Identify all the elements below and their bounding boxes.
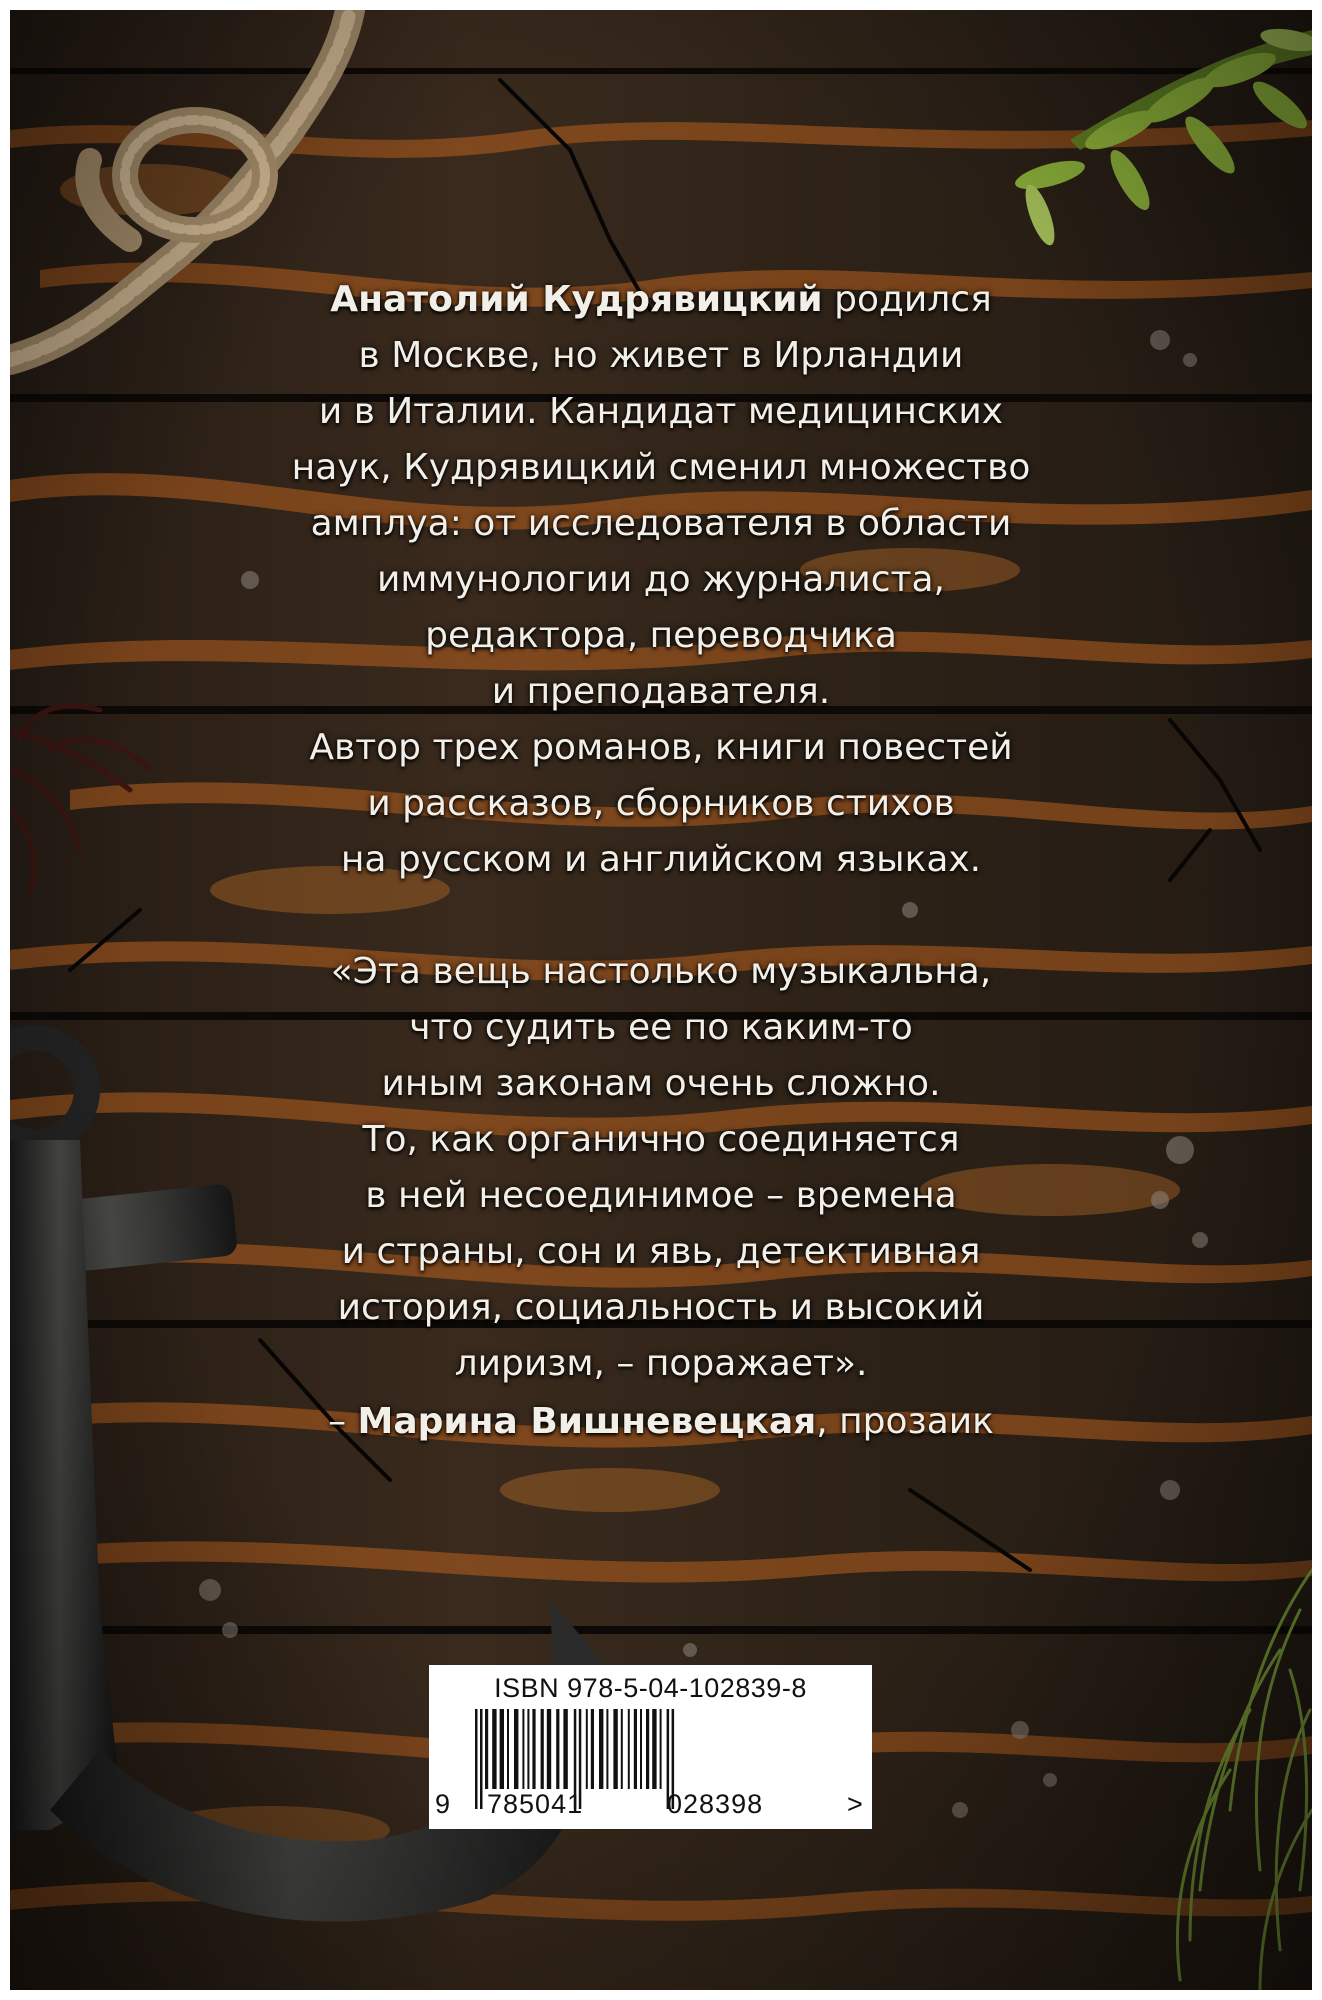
- barcode-bar: [628, 1709, 630, 1789]
- barcode-bar: [599, 1709, 603, 1789]
- barcode-digit-end: >: [847, 1789, 864, 1819]
- quote-line: в ней несоединимое – времена: [365, 1175, 957, 1216]
- barcode-digits-left: 785041: [487, 1789, 584, 1819]
- barcode-bar: [500, 1709, 504, 1789]
- quote-attribution: [160, 1394, 1162, 1450]
- barcode-bar: [646, 1709, 649, 1789]
- bio-line: и рассказов, сборников стихов: [367, 783, 955, 824]
- barcode-bar: [522, 1709, 524, 1789]
- bio-line: и в Италии. Кандидат медицинских: [318, 391, 1004, 432]
- quote-line: и страны, сон и явь, детективная: [341, 1231, 981, 1272]
- bio-line: иммунологии до журналиста,: [377, 559, 945, 600]
- quote-line: лиризм, – поражает».: [454, 1343, 868, 1384]
- review-quote: [160, 944, 1162, 1450]
- bio-line: и преподавателя.: [491, 671, 831, 712]
- quote-line: То, как органично соединяется: [362, 1119, 960, 1160]
- barcode-bar: [613, 1709, 617, 1789]
- barcode-bar: [492, 1709, 496, 1789]
- bio-line: в Москве, но живет в Ирландии: [358, 335, 964, 376]
- barcode-bar: [660, 1709, 662, 1789]
- barcode-bar: [556, 1709, 559, 1789]
- barcode-bar: [507, 1709, 509, 1789]
- barcode-bar: [547, 1709, 551, 1789]
- quote-line: что судить ее по каким-то: [409, 1007, 913, 1048]
- barcode-bar: [514, 1709, 518, 1789]
- back-cover-text: [160, 272, 1162, 1450]
- attribution-dash: –: [328, 1401, 358, 1442]
- bio-line: Автор трех романов, книги повестей: [309, 727, 1013, 768]
- barcode-digits: [429, 1789, 872, 1823]
- barcode-bar: [563, 1709, 567, 1789]
- book-back-cover: [10, 10, 1312, 1990]
- barcode-bar: [634, 1709, 637, 1789]
- author-name: Анатолий Кудрявицкий: [330, 279, 823, 320]
- bio-line: на русском и английском языках.: [340, 839, 982, 880]
- barcode-bar: [485, 1709, 488, 1789]
- reviewer-role: , прозаик: [816, 1401, 994, 1442]
- barcode-digits-right: 028398: [667, 1789, 764, 1819]
- reviewer-name: Марина Вишневецкая: [357, 1401, 817, 1442]
- barcode-bar: [527, 1709, 529, 1789]
- author-bio: [160, 272, 1162, 888]
- barcode-bar: [606, 1709, 608, 1789]
- barcode-digit-first: 9: [435, 1789, 452, 1819]
- bio-line: [160, 272, 1162, 328]
- quote-line: история, социальность и высокий: [337, 1287, 985, 1328]
- bio-line: амплуа: от исследователя в области: [310, 503, 1012, 544]
- barcode-bar: [586, 1709, 588, 1789]
- barcode-bar: [640, 1709, 642, 1789]
- isbn-barcode: [429, 1665, 872, 1829]
- bio-line: наук, Кудрявицкий сменил множество: [291, 447, 1031, 488]
- quote-line: «Эта вещь настолько музыкальна,: [330, 951, 992, 992]
- quote-line: иным законам очень сложно.: [381, 1063, 941, 1104]
- barcode-bar: [541, 1709, 544, 1789]
- barcode-bar: [591, 1709, 594, 1789]
- bio-line: редактора, переводчика: [425, 615, 897, 656]
- barcode-bar: [621, 1709, 623, 1789]
- isbn-label: ISBN 978-5-04-102839-8: [494, 1673, 807, 1703]
- barcode-bar: [532, 1709, 535, 1789]
- bio-line-rest: родился: [822, 279, 992, 320]
- paragraph-gap: [160, 888, 1162, 944]
- barcode-bar: [652, 1709, 656, 1789]
